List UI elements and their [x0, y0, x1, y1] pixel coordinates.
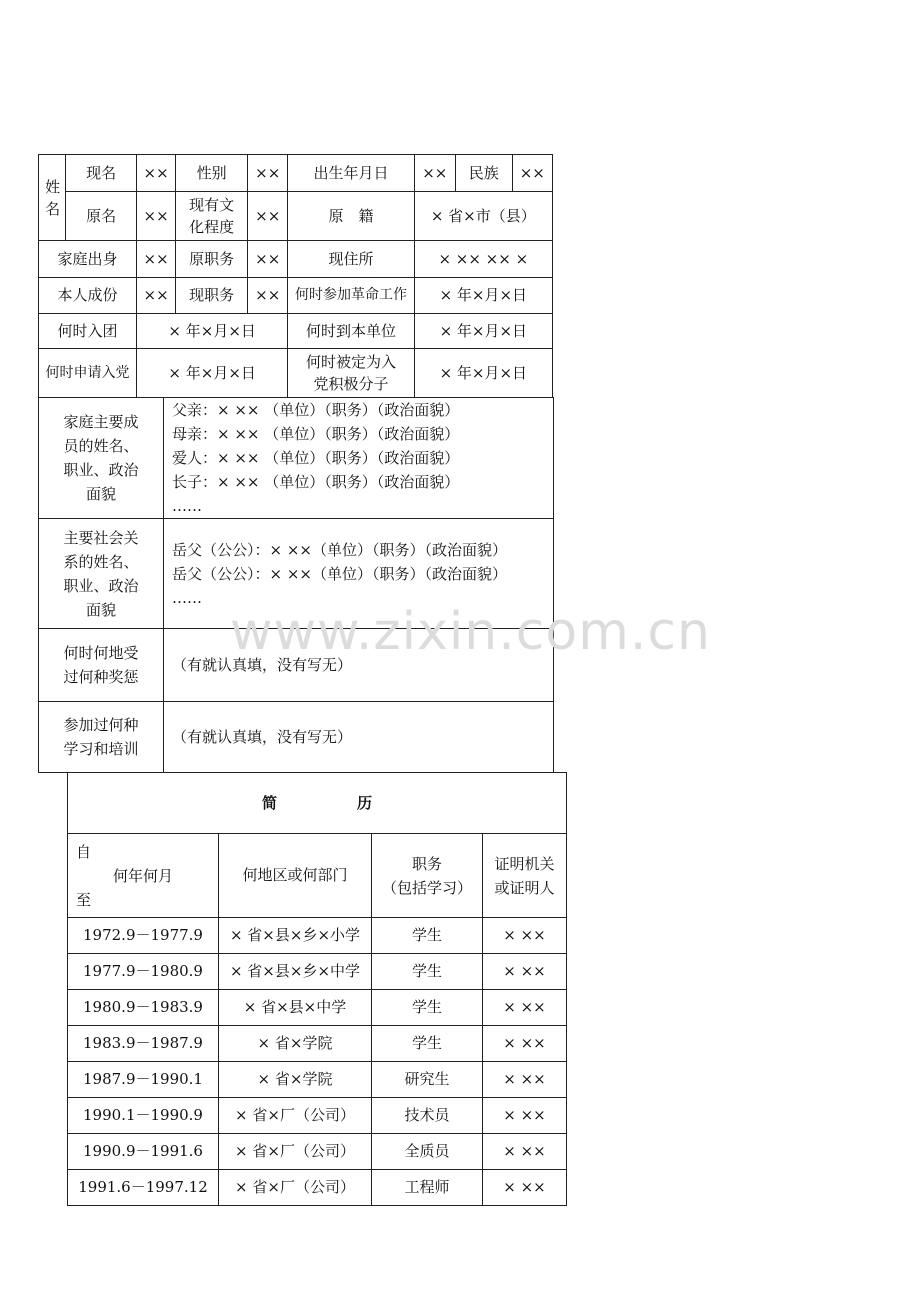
family-background-value[interactable]: ×× [136, 241, 175, 278]
former-position-value[interactable]: ×× [248, 241, 288, 278]
ethnicity-value[interactable]: ×× [512, 155, 552, 192]
witness-cell[interactable]: × ×× [483, 1098, 567, 1134]
list-item: …… [172, 588, 202, 607]
period-cell[interactable]: 1983.9－1987.9 [68, 1026, 219, 1062]
personal-status-value[interactable]: ×× [136, 278, 175, 314]
join-unit-label: 何时到本单位 [288, 314, 414, 349]
place-cell[interactable]: × 省×厂（公司） [219, 1170, 372, 1206]
residence-label: 现住所 [288, 241, 414, 278]
resume-title-b: 历 [357, 793, 373, 812]
place-cell[interactable]: × 省×学院 [219, 1062, 372, 1098]
place-cell[interactable]: × 省×县×乡×中学 [219, 954, 372, 990]
role-cell[interactable]: 工程师 [372, 1170, 483, 1206]
current-name-label: 现名 [66, 155, 137, 192]
role-cell[interactable]: 学生 [372, 990, 483, 1026]
list-item: 爱人：× ×× （单位）（职务）（政治面貌） [172, 449, 460, 467]
table-row [68, 1098, 567, 1134]
place-cell[interactable]: × 省×厂（公司） [219, 1098, 372, 1134]
join-league-label: 何时入团 [39, 314, 137, 349]
rewards-label: 何时何地受过何种奖惩 [39, 629, 164, 702]
name-group-label: 姓名 [39, 155, 66, 241]
place-cell[interactable]: × 省×厂（公司） [219, 1134, 372, 1170]
period-cell[interactable]: 1991.6－1997.12 [68, 1170, 219, 1206]
list-item: 长子：× ×× （单位）（职务）（政治面貌） [172, 473, 460, 491]
role-cell[interactable]: 研究生 [372, 1062, 483, 1098]
period-cell[interactable]: 1980.9－1983.9 [68, 990, 219, 1026]
activist-label: 何时被定为入党积极分子 [288, 349, 414, 398]
birth-label: 出生年月日 [288, 155, 414, 192]
native-place-label: 原 籍 [288, 192, 414, 241]
table-row [68, 918, 567, 954]
witness-cell[interactable]: × ×× [483, 918, 567, 954]
apply-party-label: 何时申请入党 [39, 349, 137, 398]
table-row [68, 990, 567, 1026]
gender-label: 性别 [176, 155, 248, 192]
family-members-label: 家庭主要成员的姓名、职业、政治面貌 [39, 398, 164, 519]
personal-status-label: 本人成份 [39, 278, 137, 314]
role-cell[interactable]: 学生 [372, 954, 483, 990]
former-position-label: 原职务 [176, 241, 248, 278]
native-place-value[interactable]: × 省×市（县） [414, 192, 552, 241]
apply-party-value[interactable]: × 年×月×日 [136, 349, 287, 398]
family-members-list[interactable] [164, 398, 554, 519]
witness-cell[interactable]: × ×× [483, 1134, 567, 1170]
education-value[interactable]: ×× [248, 192, 288, 241]
ethnicity-label: 民族 [456, 155, 513, 192]
table-row [68, 954, 567, 990]
training-value[interactable]: （有就认真填，没有写无） [164, 702, 554, 773]
role-cell[interactable]: 学生 [372, 918, 483, 954]
list-item: 岳父（公公）：× ××（单位）（职务）（政治面貌） [172, 564, 507, 583]
table-row [68, 1026, 567, 1062]
former-name-label: 原名 [66, 192, 137, 241]
watermark: www.zixin.com.cn [230, 602, 711, 662]
col-witness-header: 证明机关 或证明人 [483, 834, 567, 918]
personal-info-table [38, 154, 553, 398]
period-cell[interactable]: 1977.9－1980.9 [68, 954, 219, 990]
resume-title [68, 773, 567, 834]
resume-title-a: 简 [262, 793, 278, 812]
education-label: 现有文化程度 [176, 192, 248, 241]
list-item: 母亲：× ×× （单位）（职务）（政治面貌） [172, 425, 460, 443]
table-row [68, 1170, 567, 1206]
birth-value[interactable]: ×× [414, 155, 455, 192]
col-place-header: 何地区或何部门 [219, 834, 372, 918]
join-league-value[interactable]: × 年×月×日 [136, 314, 287, 349]
role-cell[interactable]: 学生 [372, 1026, 483, 1062]
resume-table [67, 772, 567, 1206]
table-row [68, 1134, 567, 1170]
witness-cell[interactable]: × ×× [483, 1026, 567, 1062]
list-item: …… [172, 497, 202, 515]
join-revolution-label: 何时参加革命工作 [288, 278, 414, 314]
period-cell[interactable]: 1972.9－1977.9 [68, 918, 219, 954]
residence-value[interactable]: × ×× ×× × [414, 241, 552, 278]
place-cell[interactable]: × 省×县×乡×小学 [219, 918, 372, 954]
period-cell[interactable]: 1990.9－1991.6 [68, 1134, 219, 1170]
relations-table [38, 397, 554, 773]
training-label: 参加过何种学习和培训 [39, 702, 164, 773]
join-unit-value[interactable]: × 年×月×日 [414, 314, 552, 349]
activist-value[interactable]: × 年×月×日 [414, 349, 552, 398]
current-position-label: 现职务 [176, 278, 248, 314]
witness-cell[interactable]: × ×× [483, 954, 567, 990]
list-item: 父亲：× ×× （单位）（职务）（政治面貌） [172, 401, 460, 419]
current-position-value[interactable]: ×× [248, 278, 288, 314]
col-role-header: 职务 （包括学习） [372, 834, 483, 918]
family-background-label: 家庭出身 [39, 241, 137, 278]
table-row [68, 1062, 567, 1098]
witness-cell[interactable]: × ×× [483, 1170, 567, 1206]
join-revolution-value[interactable]: × 年×月×日 [414, 278, 552, 314]
place-cell[interactable]: × 省×学院 [219, 1026, 372, 1062]
role-cell[interactable]: 全质员 [372, 1134, 483, 1170]
former-name-value[interactable]: ×× [136, 192, 175, 241]
period-cell[interactable]: 1990.1－1990.9 [68, 1098, 219, 1134]
witness-cell[interactable]: × ×× [483, 1062, 567, 1098]
witness-cell[interactable]: × ×× [483, 990, 567, 1026]
social-relations-list[interactable] [164, 519, 554, 629]
col-period-header: 自 何年何月 至 [68, 834, 219, 918]
rewards-value[interactable]: （有就认真填，没有写无） [164, 629, 554, 702]
role-cell[interactable]: 技术员 [372, 1098, 483, 1134]
list-item: 岳父（公公）：× ××（单位）（职务）（政治面貌） [172, 540, 507, 559]
gender-value[interactable]: ×× [248, 155, 288, 192]
place-cell[interactable]: × 省×县×中学 [219, 990, 372, 1026]
social-relations-label: 主要社会关系的姓名、职业、政治面貌 [39, 519, 164, 629]
period-cell[interactable]: 1987.9－1990.1 [68, 1062, 219, 1098]
current-name-value[interactable]: ×× [136, 155, 175, 192]
